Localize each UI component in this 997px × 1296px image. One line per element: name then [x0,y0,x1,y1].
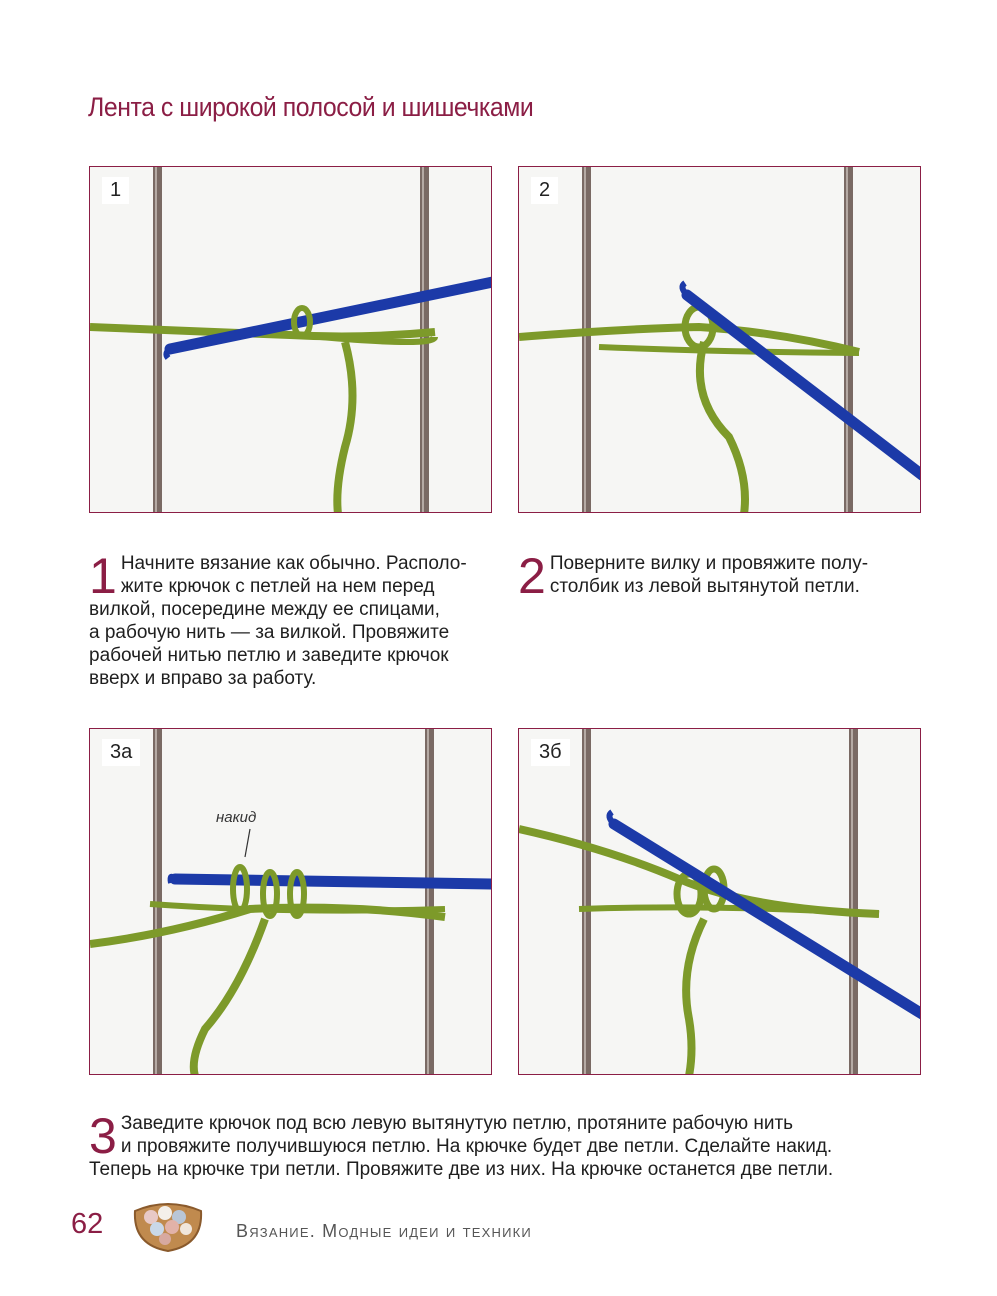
step-2-text [518,548,923,604]
step-line: и провяжите получившуюся петлю. На крючке будет две петли. Сделайте накид. [120,1136,833,1157]
step-line: вверх и вправо за работу. [89,668,317,689]
photo-step-1 [89,166,492,513]
step-1-text [89,548,499,690]
photo-step-3b [518,728,921,1075]
photo-label: 1 [102,177,129,204]
step-line: а рабочую нить — за вилкой. Провяжите [89,622,450,643]
photo-label: 3а [102,739,140,766]
photo-3b-illustration [519,729,921,1075]
callout-label: накид [216,809,257,826]
step-line: вилкой, посередине между ее спицами, [89,599,440,620]
step-line: рабочей нитью петлю и заведите крючок [89,645,449,666]
photo-step-2 [518,166,921,513]
step-line: столбик из левой вытянутой петли. [549,576,860,597]
photo-1-illustration [90,167,492,513]
step-number: 2 [518,548,546,604]
step-line: Поверните вилку и провяжите полу- [549,553,869,574]
photo-3a-illustration [90,729,492,1075]
step-3-text [89,1108,929,1181]
step-line: Заведите крючок под всю левую вытянутую петлю, протяните рабочую нить [120,1113,794,1134]
photo-label: 3б [531,739,570,766]
step-number: 1 [89,548,117,604]
yarn-basket-icon [129,1197,207,1253]
step-line: Теперь на крючке три петли. Провяжите две из них. На крючке останется две петли. [89,1159,834,1180]
step-line: жите крючок с петлей на нем перед [120,576,435,597]
photo-2-illustration [519,167,921,513]
photo-step-3a [89,728,492,1075]
step-line: Начните вязание как обычно. Располо- [120,553,467,574]
photo-label: 2 [531,177,558,204]
step-number: 3 [89,1108,117,1164]
page-title: Лента с широкой полосой и шишечками [88,92,534,122]
book-title-footer: Вязание. Модные идеи и техники [236,1221,532,1241]
page-number: 62 [71,1208,104,1240]
